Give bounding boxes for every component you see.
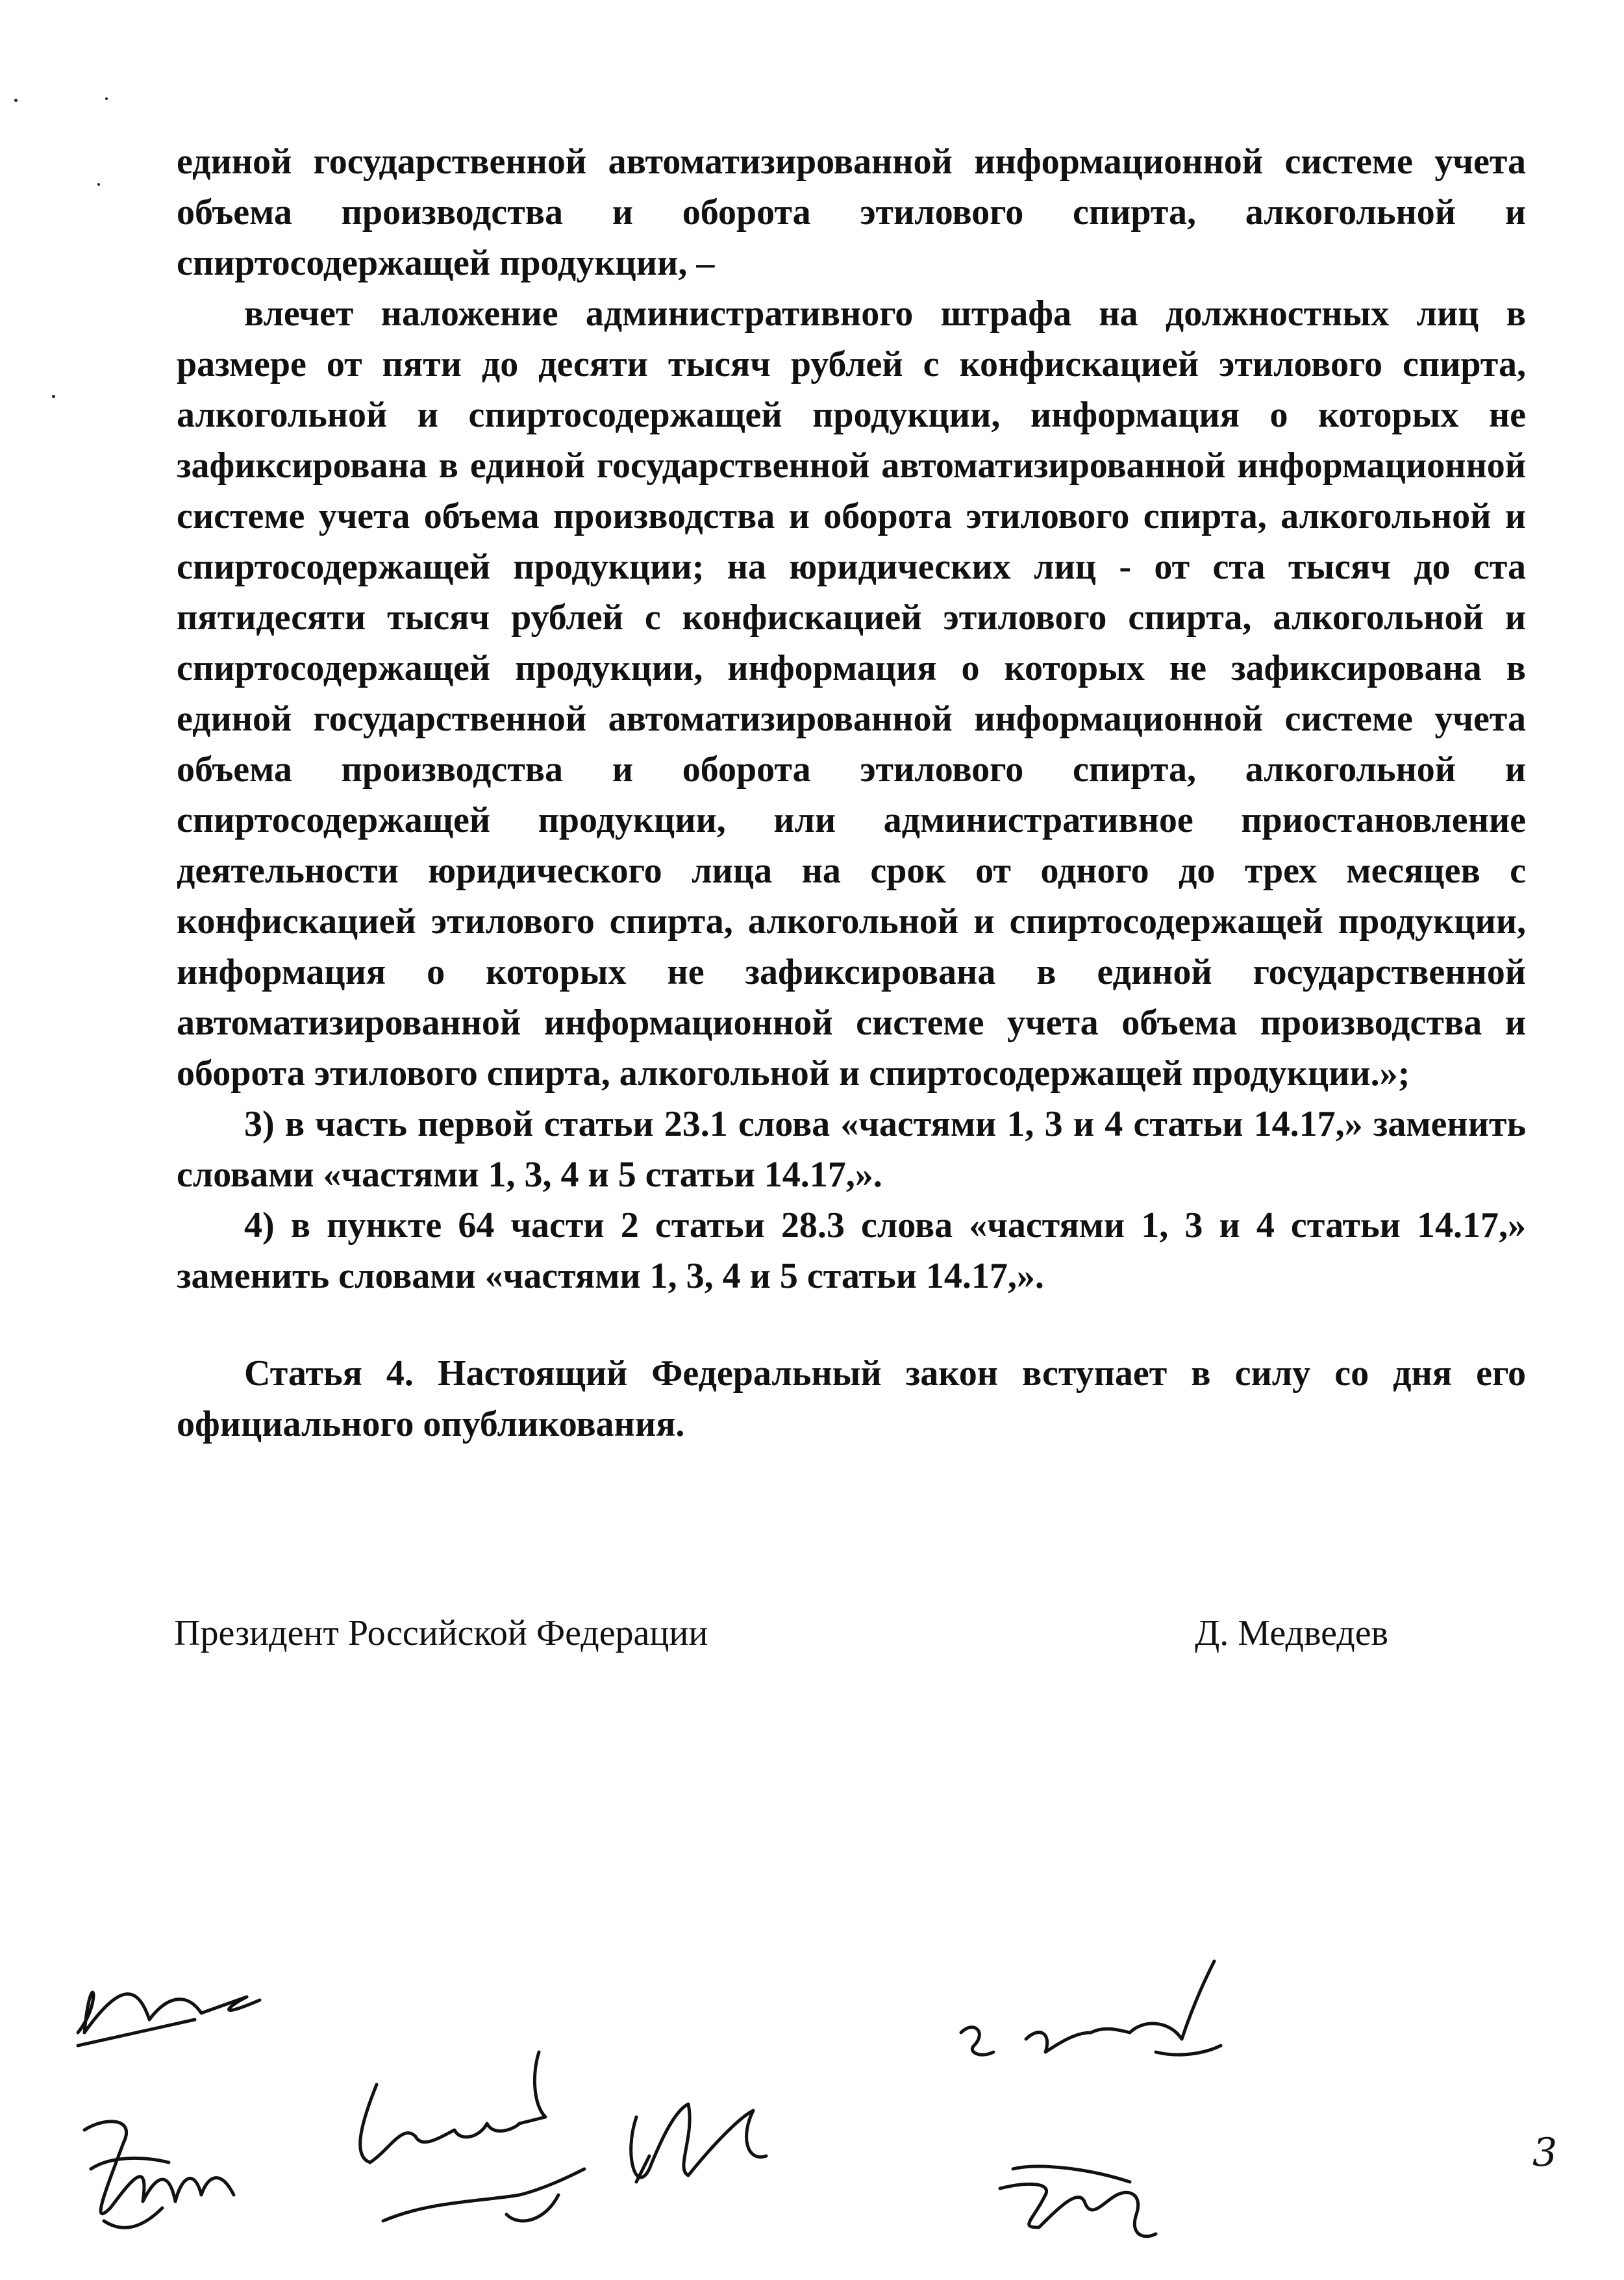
page-number: 3 [1532, 2130, 1558, 2175]
article-4-text: Настоящий Федеральный закон вступает в силу со дня его официального опубликования. [177, 1353, 1526, 1444]
signatory-name: Д. Медведев [1195, 1613, 1388, 1653]
signature-5 [961, 1961, 1221, 2055]
paragraph-item-3: 3) в часть первой статьи 23.1 слова «частями 1, 3 и 4 статьи 14.17,» заменить словами «частями 1, 3, 4 и 5 статьи 14.17,». [177, 1104, 1526, 1195]
handwritten-signatures [65, 1922, 1364, 2273]
scan-speck [105, 97, 108, 100]
signature-2 [84, 2122, 234, 2228]
paragraph-continuation: единой государственной автоматизированной информационной системе учета объема производства и оборота этилового спирта, алкогольной и спиртосодержащей продукции, – [177, 142, 1526, 283]
signature-4 [631, 2104, 766, 2182]
scan-speck [52, 395, 55, 398]
signature-3 [360, 2052, 584, 2221]
law-text-body [177, 136, 1526, 1449]
article-4 [177, 1348, 1526, 1449]
scan-speck [97, 183, 100, 186]
scan-speck [14, 99, 18, 102]
signature-line [174, 1608, 1388, 1659]
paragraph-penalty: влечет наложение административного штрафа на должностных лиц в размере от пяти до десяти тысяч рублей с конфискацией этилового спирта, алкогольной и спиртосодержащей продукции, информация о которых не зафиксирована в единой государственной автоматизированной информационной системе учета объема производства и оборота этилового спирта, алкогольной и спиртосодержащей продукции; на юридических лиц - от ста тысяч до ста пятидесяти тысяч рублей с конфискацией этилового спирта, алкогольной и спиртосодержащей продукции, информация о которых не зафиксирована в единой государственной автоматизированной информационной системе учета объема производства и оборота этилового спирта, алкогольной и спиртосодержащей продукции, или административное приостановление деятельности юридического лица на срок от одного до трех месяцев с конфискацией этилового спирта, алкогольной и спиртосодержащей продукции, информация о которых не зафиксирована в единой государственной автоматизированной информационной системе учета объема производства и оборота этилового спирта, алкогольной и спиртосодержащей продукции.»; [177, 294, 1526, 1094]
article-4-label: Статья 4. [244, 1353, 414, 1394]
signature-1 [78, 1992, 260, 2046]
paragraph-item-4: 4) в пункте 64 части 2 статьи 28.3 слова «частями 1, 3 и 4 статьи 14.17,» заменить словами «частями 1, 3, 4 и 5 статьи 14.17,». [177, 1205, 1526, 1296]
signatory-position: Президент Российской Федерации [174, 1613, 708, 1653]
signature-6 [1000, 2166, 1156, 2236]
